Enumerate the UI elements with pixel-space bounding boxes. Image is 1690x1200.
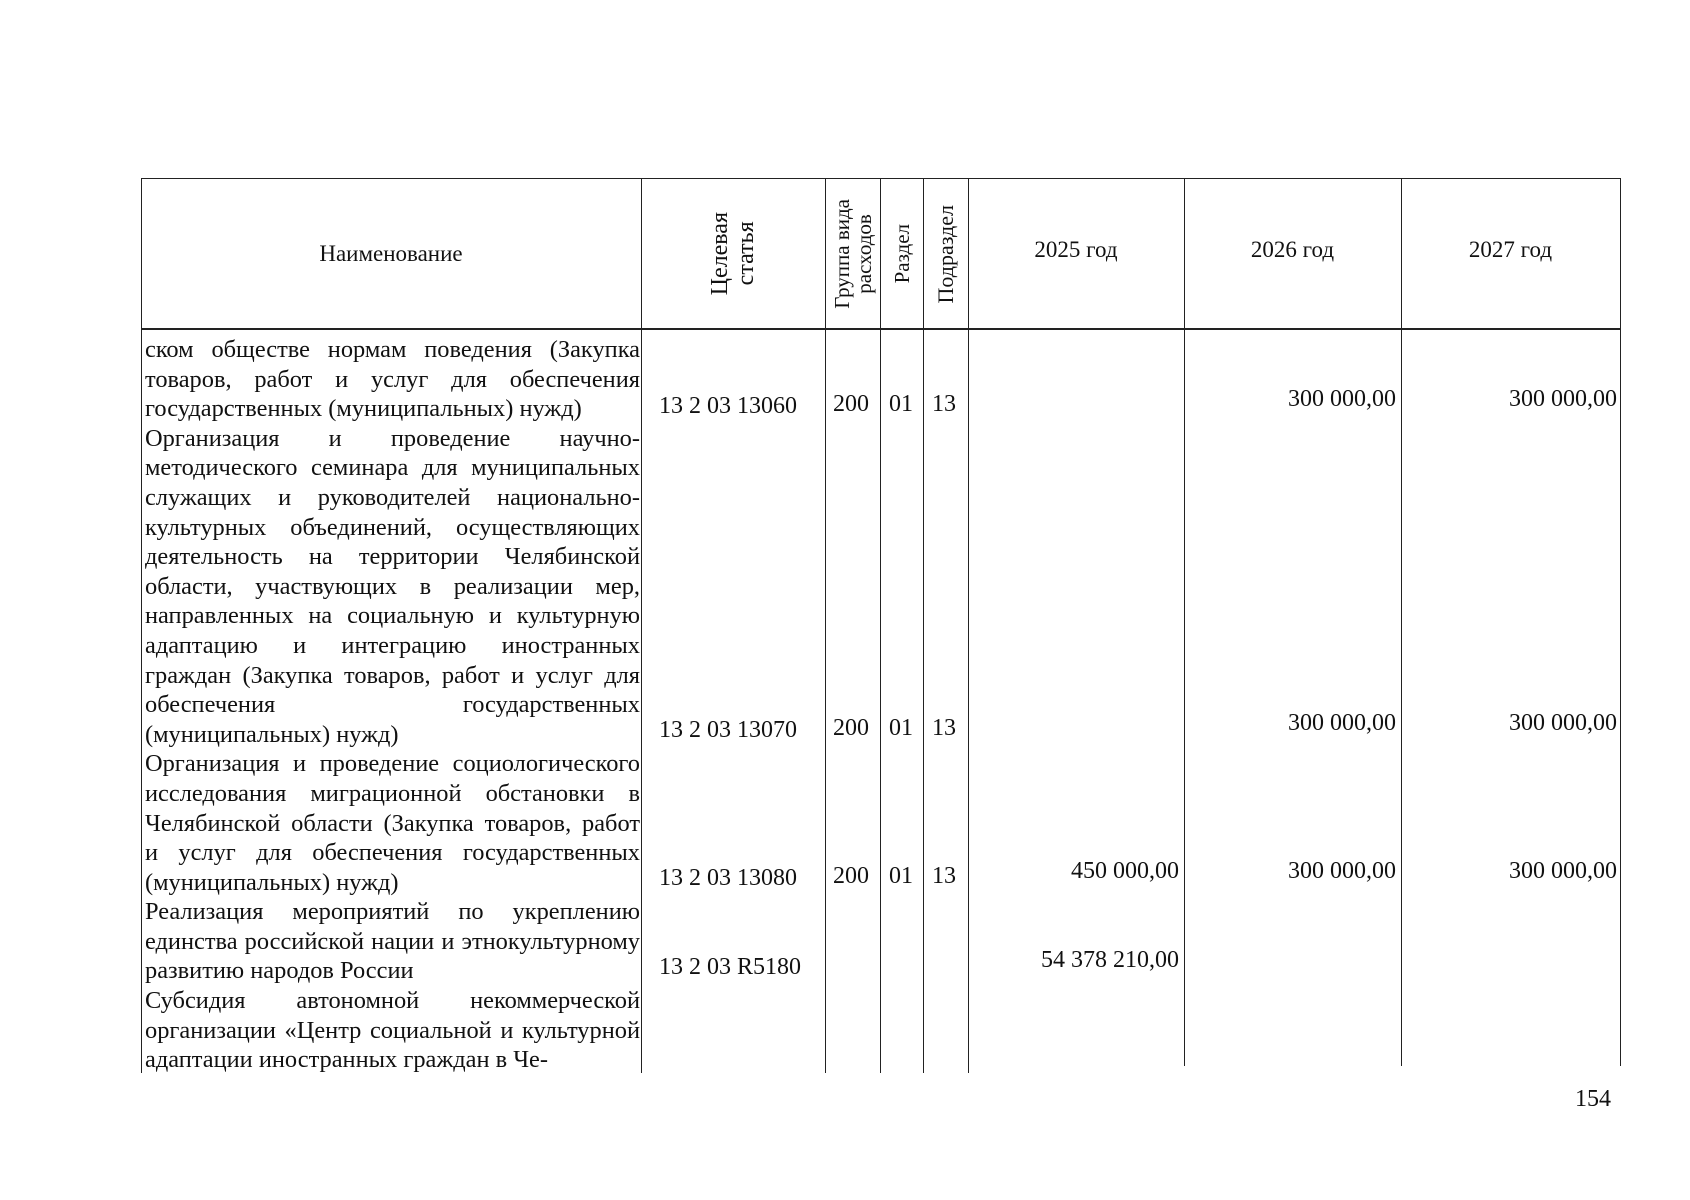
header-subsection: [923, 180, 968, 328]
row-amount-2025: 450 000,00: [1071, 858, 1179, 884]
row-amount-2027: 300 000,00: [1509, 858, 1617, 884]
row-target-code: 13 2 03 13070: [659, 717, 797, 743]
row-section: 01: [889, 863, 913, 889]
header-section-label: Раздел: [889, 224, 914, 284]
row-group: 200: [833, 863, 869, 889]
header-section: [880, 180, 923, 328]
header-2027: [1401, 180, 1620, 320]
header-subsection-label: Подраздел: [932, 204, 958, 304]
row-amount-2026: 300 000,00: [1288, 386, 1396, 412]
header-group-label: Группа вида расходов: [829, 199, 876, 309]
header-group: [825, 180, 880, 328]
row-name: Организация и проведение научно-методического семинара для муниципальных служащих и руководителей национально-культурных объединений, осуществляющих деятельность на территории Челябинской области, участвующих в реализации мер, направленных на социальную и культурную адаптацию и интеграцию иностранных граждан (Закупка товаров, работ и услуг для обеспечения государственных (муниципальных) нужд): [145, 424, 640, 748]
header-name-label: Наименование: [319, 241, 463, 266]
row-group: 200: [833, 391, 869, 417]
row-subsection: 13: [932, 715, 956, 741]
header-2027-label: 2027 год: [1468, 237, 1553, 262]
row-amount-2026: 300 000,00: [1288, 858, 1396, 884]
names-column: [145, 335, 640, 1075]
header-2026: [1184, 180, 1401, 320]
col-border-right: [1620, 178, 1621, 1066]
row-amount-2026: 300 000,00: [1288, 710, 1396, 736]
page-number: 154: [1575, 1086, 1611, 1112]
row-section: 01: [889, 391, 913, 417]
row-amount-2025: 54 378 210,00: [1041, 947, 1179, 973]
row-target-code: 13 2 03 R5180: [659, 954, 802, 980]
row-name: Организация и проведение социологического исследования миграционной обстановки в Челябинской области (Закупка товаров, работ и услуг для обеспечения государственных (муниципальных) нужд): [145, 750, 640, 896]
header-2026-label: 2026 год: [1250, 237, 1335, 262]
row-name: Субсидия автономной некоммерческой организации «Центр социальной и культурной адаптации иностранных граждан в Че-: [145, 987, 640, 1074]
row-section: 01: [889, 715, 913, 741]
header-name: [141, 180, 641, 328]
header-bottom-border: [141, 328, 1621, 330]
row-amount-2027: 300 000,00: [1509, 710, 1617, 736]
row-name: ском обществе нормам поведения (Закупка товаров, работ и услуг для обеспечения государственных (муниципальных) нужд): [145, 336, 640, 423]
row-group: 200: [833, 715, 869, 741]
header-2025-label: 2025 год: [1034, 237, 1118, 262]
row-amount-2027: 300 000,00: [1509, 386, 1617, 412]
header-2025: [968, 180, 1184, 320]
table-top-border: [141, 178, 1621, 179]
header-target-label: Целевая статья: [707, 212, 759, 296]
row-subsection: 13: [932, 391, 956, 417]
header-target: [641, 180, 825, 328]
row-target-code: 13 2 03 13080: [659, 865, 797, 891]
row-target-code: 13 2 03 13060: [659, 393, 797, 419]
row-subsection: 13: [932, 863, 956, 889]
row-name: Реализация мероприятий по укреплению единства российской нации и этнокультурному развитию народов России: [145, 898, 640, 985]
